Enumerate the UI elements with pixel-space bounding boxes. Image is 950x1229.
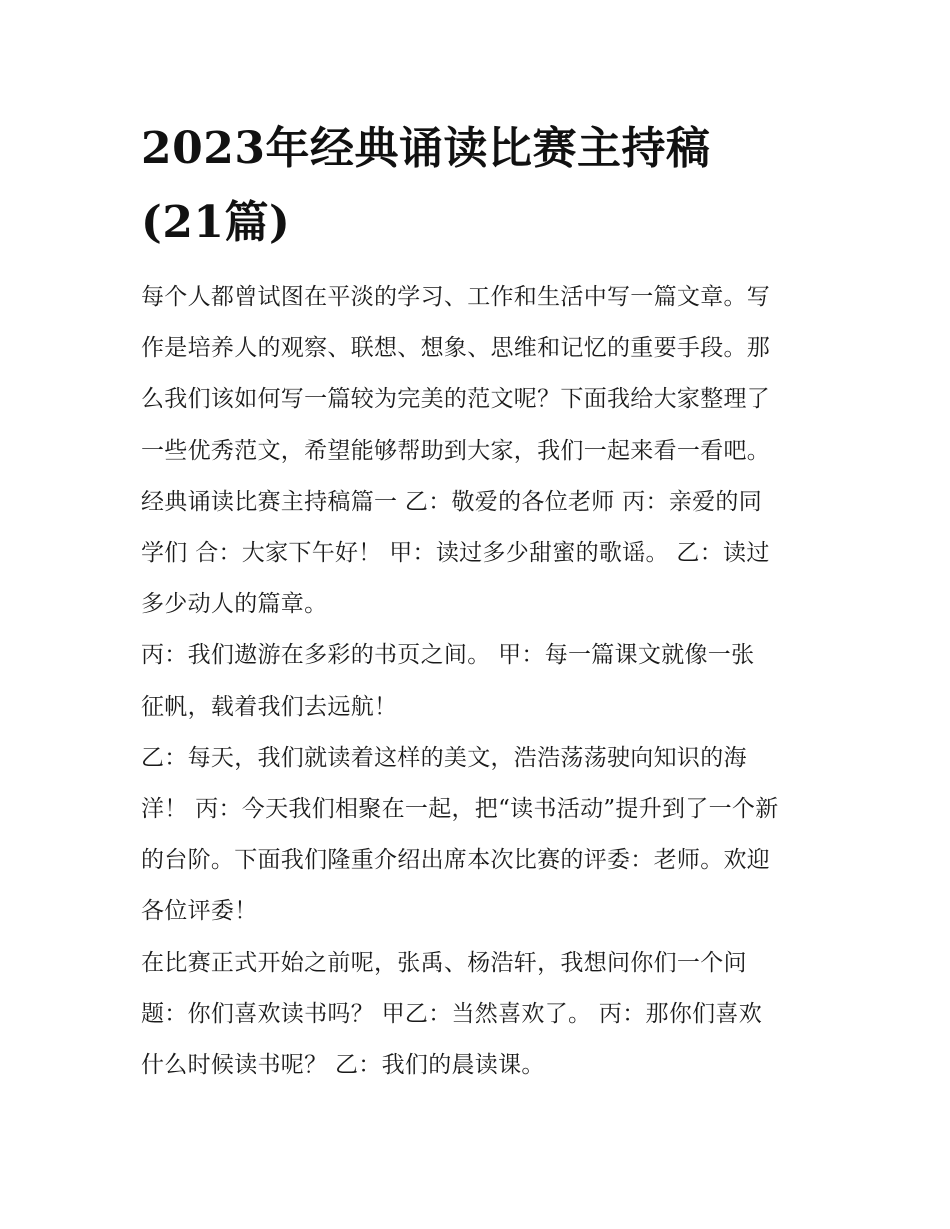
text-line: 经典诵读比赛主持稿篇一 乙：敬爱的各位老师 丙：亲爱的同 [141,488,763,515]
title-line-2: (21篇) [141,197,291,248]
text-line: 每个人都曾试图在平淡的学习、工作和生活中写一篇文章。写 [141,284,771,310]
text-line: 多少动人的篇章。 [141,591,328,618]
text-line: 一些优秀范文，希望能够帮助到大家，我们一起来看一看吧。 [141,437,771,464]
text-line: 学们 合：大家下午好！ 甲：读过多少甜蜜的歌谣。 乙：读过 [141,540,770,567]
document-body [141,272,813,1091]
text-line: 题：你们喜欢读书吗？ 甲乙：当然喜欢了。 丙：那你们喜欢 [141,1000,763,1027]
text-line: 各位评委！ [141,898,258,925]
title-line-1: 2023年经典诵读比赛主持稿 [141,123,711,174]
paragraph-intro [141,272,813,630]
paragraph-4 [141,938,813,1092]
text-line: 征帆，载着我们去远航！ [141,693,398,720]
document-page [141,112,813,1091]
text-line: 作是培养人的观察、联想、想象、思维和记忆的重要手段。那 [141,335,771,362]
text-line: 在比赛正式开始之前呢，张禹、杨浩轩，我想问你们一个问 [141,949,747,976]
text-line: 什么时候读书呢？ 乙：我们的晨读课。 [141,1052,545,1079]
paragraph-2 [141,630,813,732]
text-line: 的台阶。下面我们隆重介绍出席本次比赛的评委：老师。欢迎 [141,847,771,874]
document-title [141,112,813,260]
text-line: 么我们该如何写一篇较为完美的范文呢？下面我给大家整理了 [141,386,771,413]
text-line: 丙：我们遨游在多彩的书页之间。 甲：每一篇课文就像一张 [141,642,755,669]
text-line: 洋！ 丙：今天我们相聚在一起，把“读书活动”提升到了一个新 [141,796,779,823]
paragraph-3 [141,733,813,938]
text-line: 乙：每天，我们就读着这样的美文，浩浩荡荡驶向知识的海 [141,744,747,771]
